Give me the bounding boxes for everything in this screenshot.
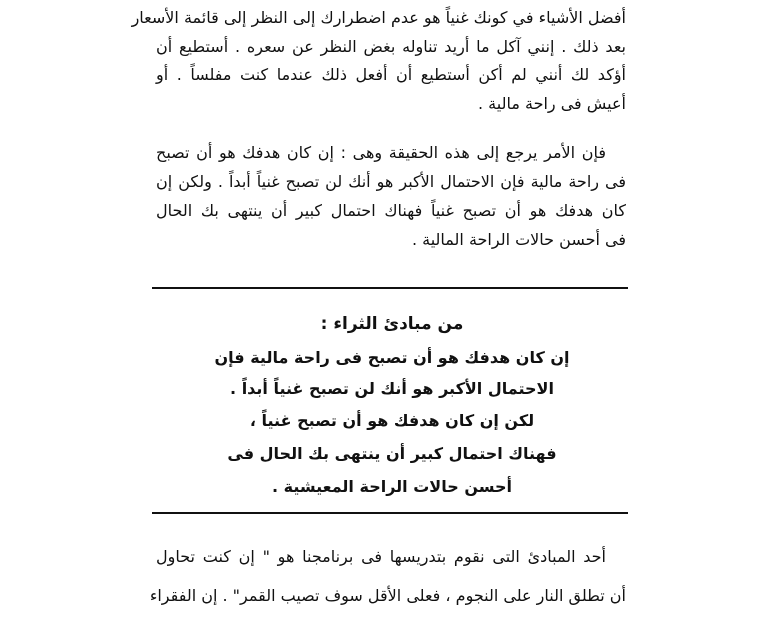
principle-line: إن كان هدفك هو أن تصبح فى راحة مالية فإن bbox=[214, 348, 570, 367]
text-line: أفضل الأشياء في كونك غنياً هو عدم اضطرارك إلى النظر إلى قائمة الأسعار bbox=[131, 8, 626, 27]
principle-line: أحسن حالات الراحة المعيشية . bbox=[271, 477, 513, 496]
principle-line: الاحتمال الأكبر هو أنك لن تصبح غنياً أبداً . bbox=[230, 379, 554, 398]
text-line: فى راحة مالية فإن الاحتمال الأكبر هو أنك لن تصبح غنياً أبداً . ولكن إن bbox=[156, 172, 626, 191]
principle-line: فهناك احتمال كبير أن ينتهى بك الحال فى bbox=[227, 444, 557, 463]
text-line: أحد المبادئ التى نقوم بتدريسها فى برنامجنا هو " إن كنت تحاول bbox=[156, 547, 606, 566]
text-line: كان هدفك هو أن تصبح غنياً فهناك احتمال كبير أن ينتهى بك الحال bbox=[156, 201, 626, 220]
text-line: أعيش فى راحة مالية . bbox=[478, 94, 626, 113]
principle-heading: من مبادئ الثراء : bbox=[320, 314, 464, 334]
bottom-divider bbox=[152, 512, 628, 514]
principle-line: لكن إن كان هدفك هو أن تصبح غنياً ، bbox=[249, 411, 535, 430]
top-divider bbox=[152, 287, 628, 289]
text-line: فإن الأمر يرجع إلى هذه الحقيقة وهى : إن كان هدفك هو أن تصبح bbox=[156, 143, 606, 162]
text-line: أن تطلق النار على النجوم ، فعلى الأقل سوف تصيب القمر" . إن الفقراء bbox=[149, 586, 626, 605]
text-line: بعد ذلك . إنني آكل ما أريد تناوله بغض النظر عن سعره . أستطيع أن bbox=[156, 37, 626, 56]
text-line: فى أحسن حالات الراحة المالية . bbox=[411, 230, 626, 249]
text-line: أؤكد لك أنني لم أكن أستطيع أن أفعل ذلك عندما كنت مفلساً . أو bbox=[156, 65, 626, 84]
